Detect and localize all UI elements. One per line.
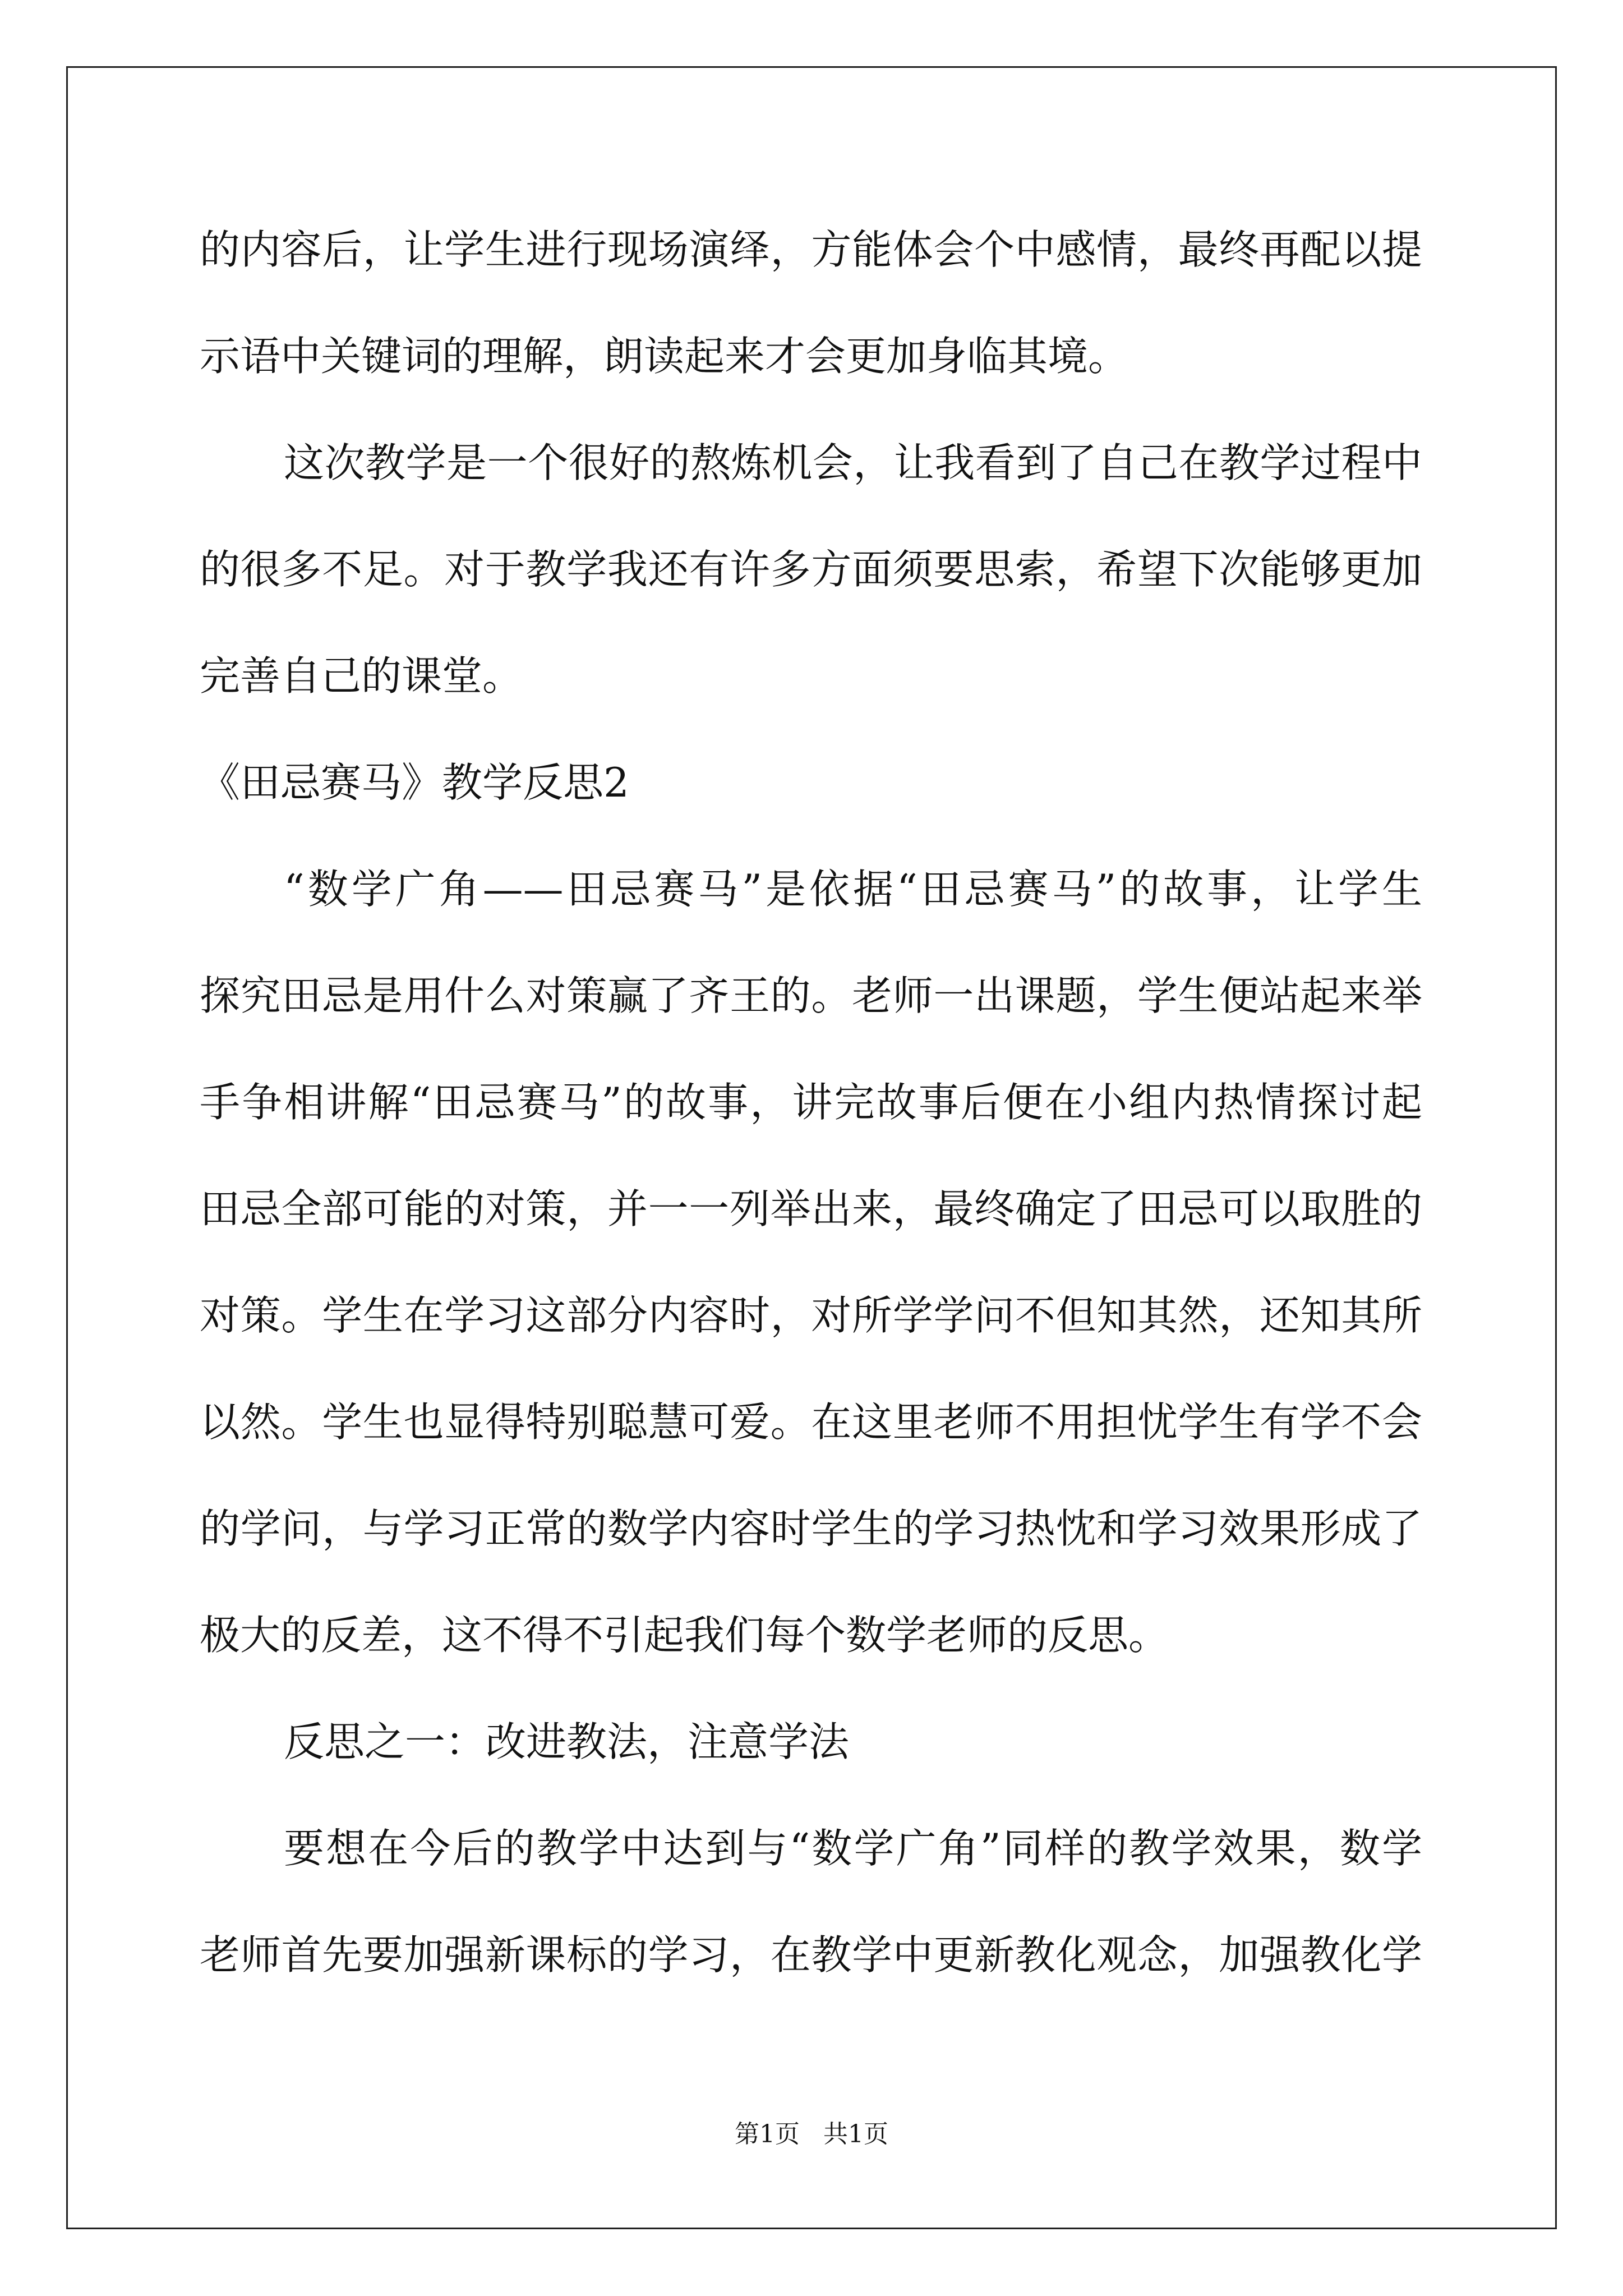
paragraph-line: 以然。学生也显得特别聪慧可爱。在这里老师不用担忧学生有学不会: [200, 1398, 1422, 1446]
paragraph-line: 极大的反差，这不得不引起我们每个数学老师的反思。: [200, 1612, 1169, 1659]
paragraph-line: 这次教学是一个很好的熬炼机会，让我看到了自己在教学过程中: [284, 439, 1422, 486]
paragraph-line: 的很多不足。对于教学我还有许多方面须要思索，希望下次能够更加: [200, 546, 1422, 593]
section-heading: 《田忌赛马》教学反思2: [200, 759, 629, 806]
paragraph-line: 示语中关键词的理解，朗读起来才会更加身临其境。: [200, 333, 1129, 380]
subheading: 反思之一：改进教法，注意学法: [284, 1718, 850, 1765]
paragraph-line: 探究田忌是用什么对策赢了齐王的。老师一出课题，学生便站起来举: [200, 972, 1422, 1019]
paragraph-line: 要想在今后的教学中达到与“数学广角”同样的教学效果，数学: [284, 1825, 1422, 1872]
paragraph-line: 对策。学生在学习这部分内容时，对所学学问不但知其然，还知其所: [200, 1292, 1422, 1339]
page-footer: [0, 2118, 1623, 2151]
page-number-label: 第1页 共1页: [735, 2120, 888, 2148]
paragraph-line: 的内容后，让学生进行现场演绎，方能体会个中感情，最终再配以提: [200, 226, 1422, 273]
document-body: [200, 208, 1422, 2019]
paragraph-line: 田忌全部可能的对策，并一一列举出来，最终确定了田忌可以取胜的: [200, 1185, 1422, 1232]
paragraph-line: 完善自己的课堂。: [200, 652, 523, 700]
paragraph-line: “数学广角——田忌赛马”是依据“田忌赛马”的故事，让学生: [284, 866, 1422, 913]
paragraph-line: 手争相讲解“田忌赛马”的故事，讲完故事后便在小组内热情探讨起: [200, 1079, 1422, 1126]
paragraph-line: 老师首先要加强新课标的学习，在教学中更新教化观念，加强教化学: [200, 1931, 1422, 1978]
paragraph-line: 的学问，与学习正常的数学内容时学生的学习热忱和学习效果形成了: [200, 1505, 1422, 1552]
